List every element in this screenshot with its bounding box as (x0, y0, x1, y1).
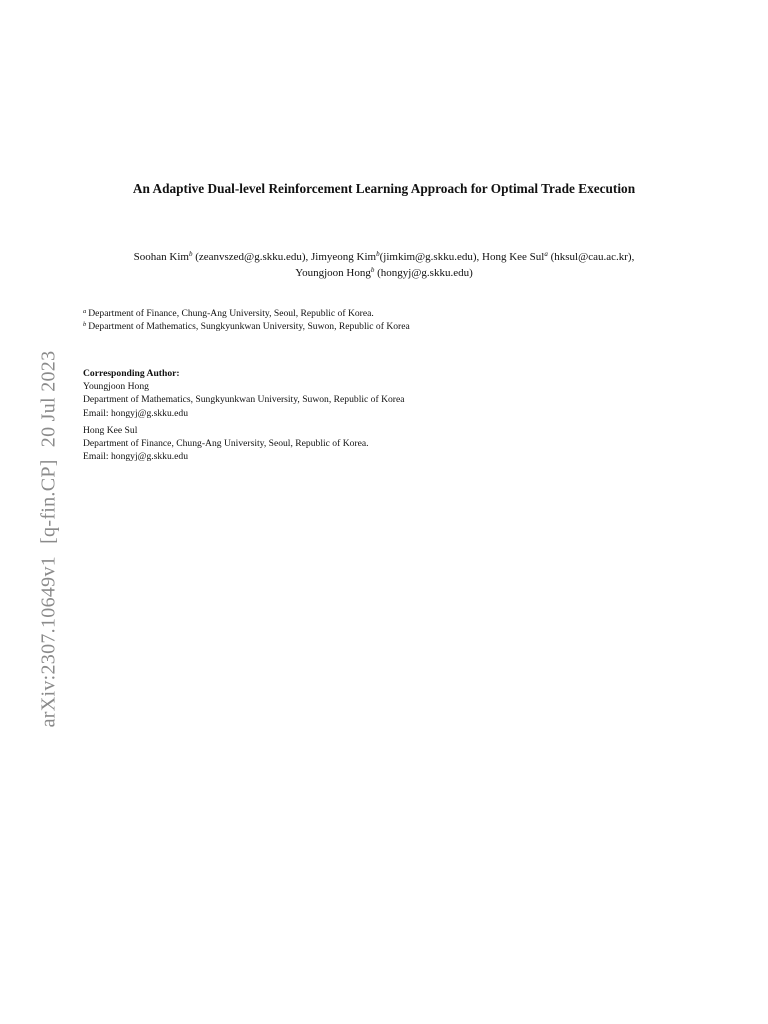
author-name: Hong Kee Sul (482, 251, 545, 263)
author-email: (jimkim@g.skku.edu), (379, 251, 480, 263)
contact-name: Hong Kee Sul (83, 424, 138, 436)
contact-block-2 (83, 424, 405, 464)
contact-email: Email: hongyj@g.skku.edu (83, 451, 189, 463)
arxiv-id: arXiv:2307.10649v1 (37, 555, 60, 728)
affiliation-text: Department of Mathematics, Sungkyunkwan University, Suwon, Republic of Korea (88, 321, 410, 332)
author-affil-mark: b (376, 250, 380, 258)
affiliation-item (83, 307, 410, 320)
contact-email: Email: hongyj@g.skku.edu (83, 407, 189, 419)
author-name: Soohan Kim (133, 251, 189, 263)
arxiv-category: [q-fin.CP] (37, 459, 60, 544)
author-email: (hksul@cau.ac.kr), (550, 251, 635, 263)
affiliation-list (83, 307, 410, 333)
affiliation-text: Department of Finance, Chung-Ang University, Seoul, Republic of Korea. (88, 308, 374, 319)
affiliation-item (83, 320, 410, 333)
contact-block-1 (83, 380, 405, 420)
author-name: Jimyeong Kim (311, 251, 377, 263)
contact-name: Youngjoon Hong (83, 381, 149, 393)
author-line-2 (0, 266, 768, 282)
paper-title: An Adaptive Dual-level Reinforcement Learning Approach for Optimal Trade Execution (132, 181, 636, 196)
author-affil-mark: a (544, 250, 548, 258)
affiliation-mark: b (83, 321, 87, 328)
arxiv-date: 20 Jul 2023 (37, 350, 60, 448)
author-email: (zeanvszed@g.skku.edu), (195, 251, 309, 263)
corresponding-author-section (83, 367, 405, 463)
contact-department: Department of Mathematics, Sungkyunkwan University, Suwon, Republic of Korea (83, 394, 405, 406)
author-list (0, 250, 768, 281)
contact-department: Department of Finance, Chung-Ang University, Seoul, Republic of Korea. (83, 438, 369, 450)
author-email: (hongyj@g.skku.edu) (377, 266, 473, 279)
arxiv-identifier-stamp (38, 351, 61, 728)
affiliation-mark: a (83, 308, 87, 315)
author-line-1 (0, 250, 768, 266)
author-affil-mark: b (188, 250, 193, 258)
author-affil-mark: b (370, 265, 375, 274)
author-name: Youngjoon Hong (295, 266, 371, 279)
corresponding-heading: Corresponding Author: (83, 368, 180, 379)
